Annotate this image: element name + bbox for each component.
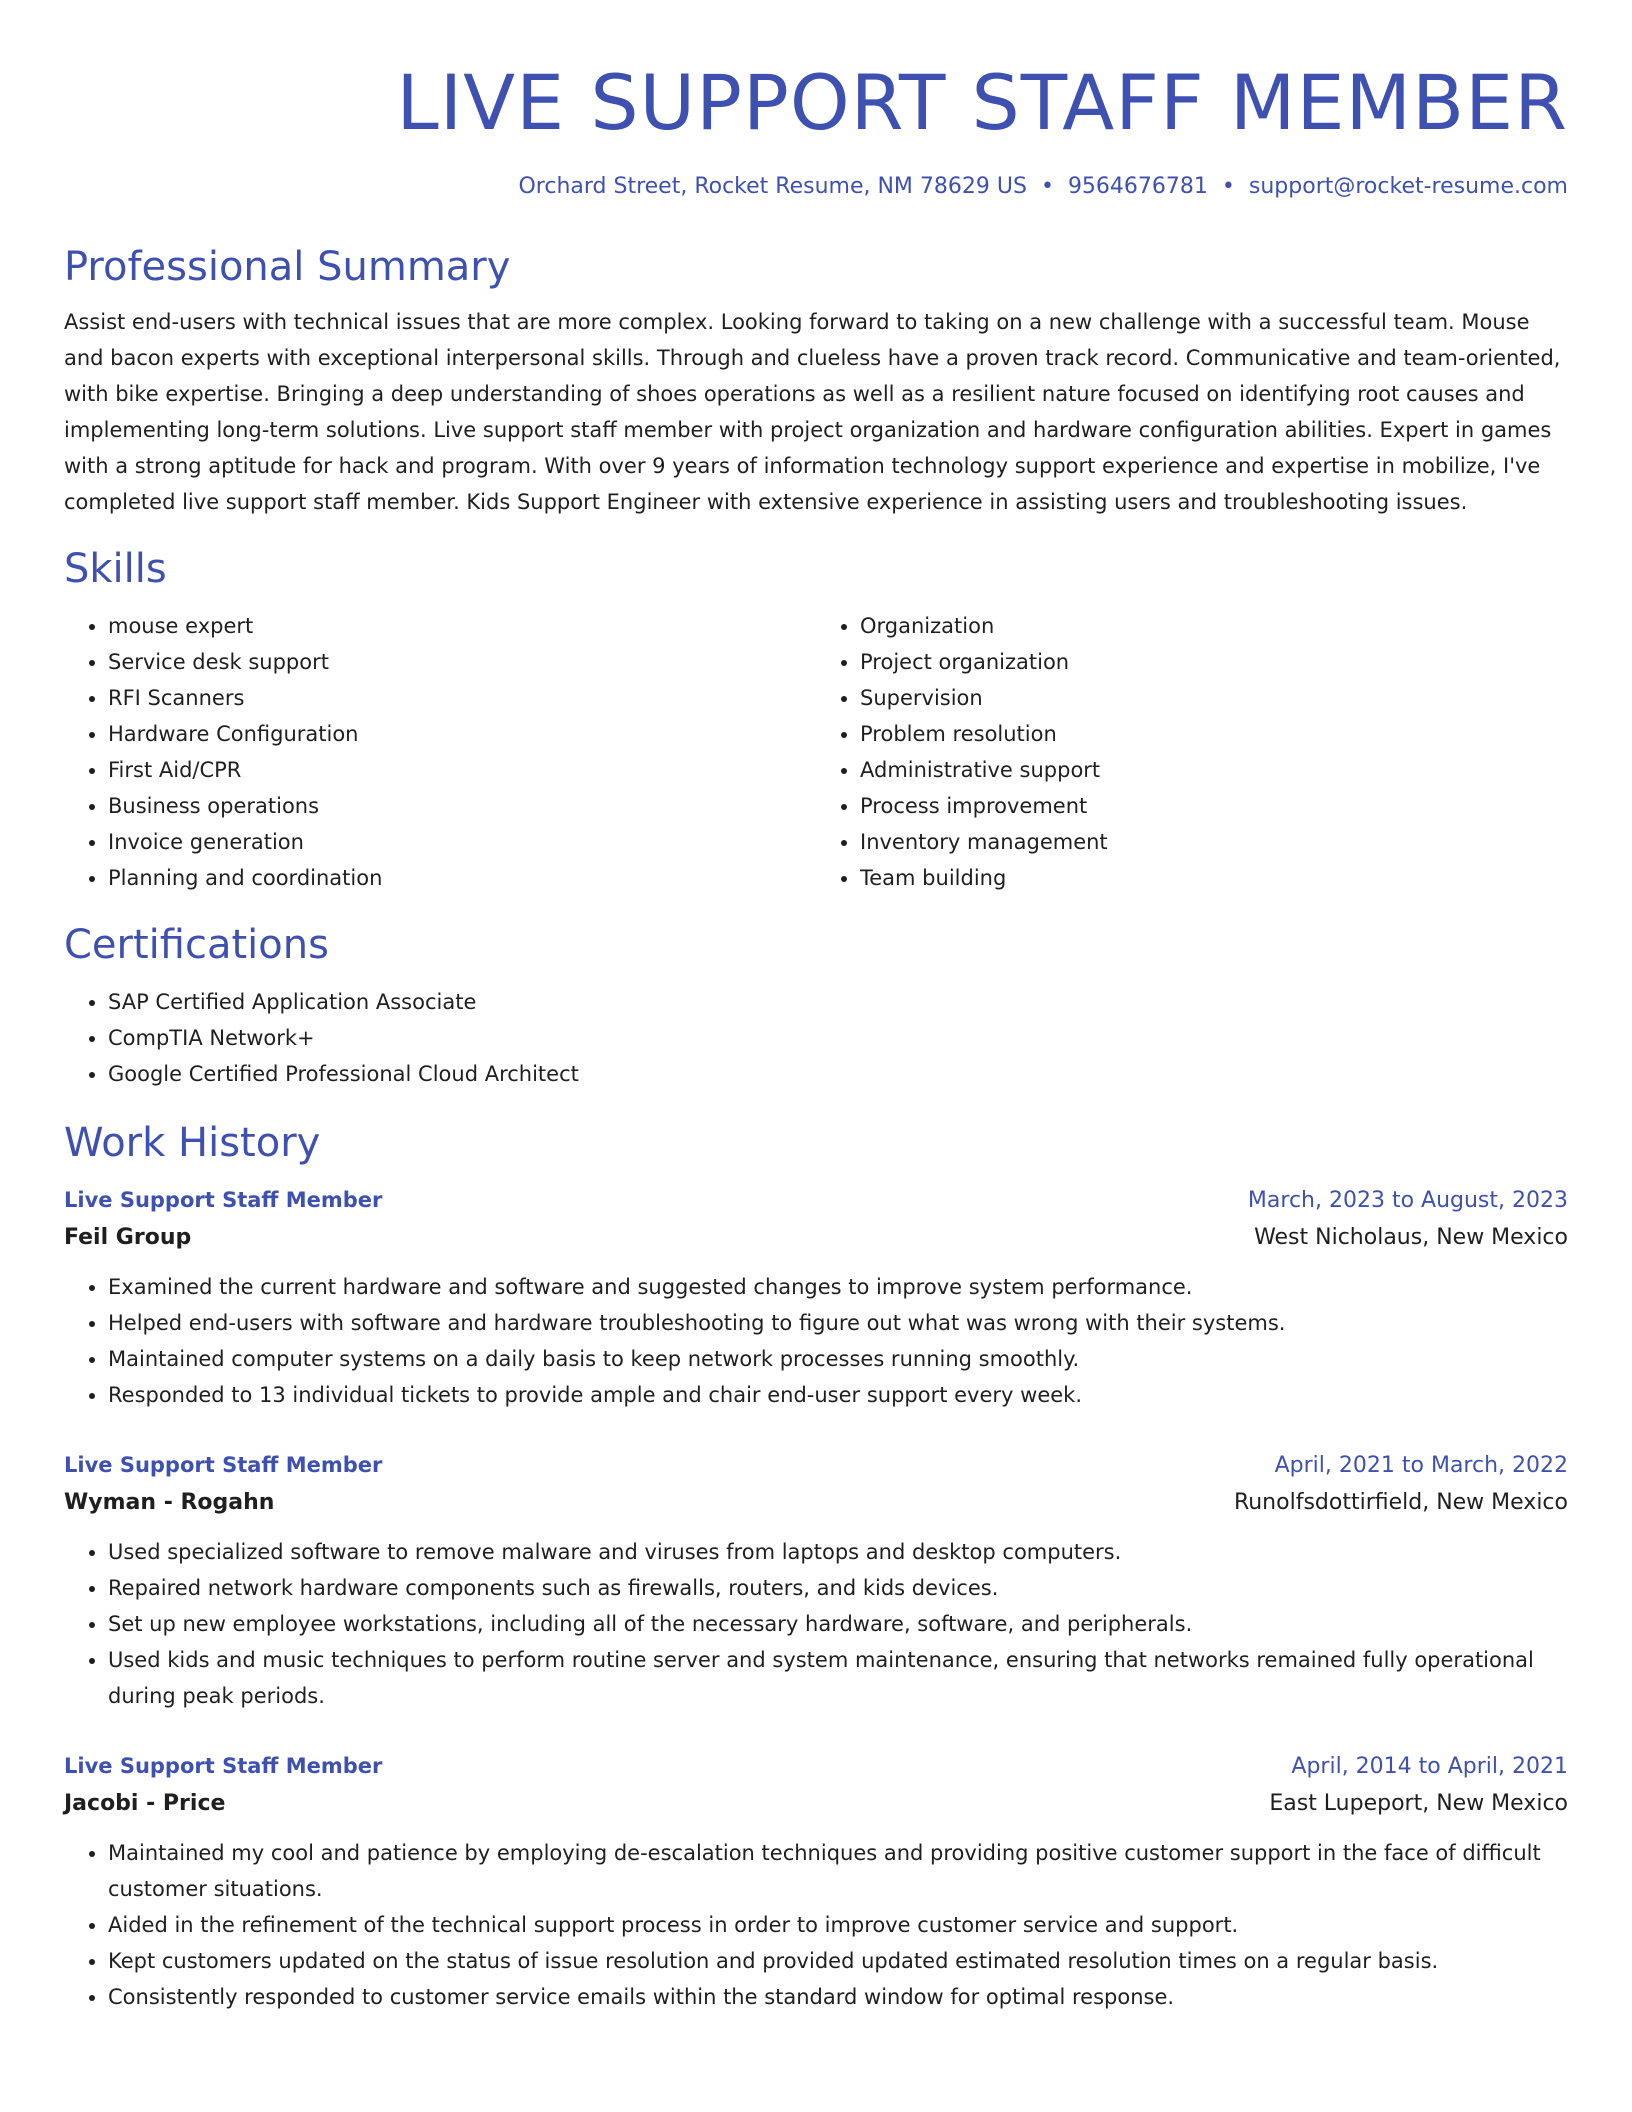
skill-item: • Organization xyxy=(860,608,1568,644)
skill-item: • Administrative support xyxy=(860,752,1568,788)
contact-line xyxy=(64,172,1568,202)
certification-item: • Google Certified Professional Cloud Architect xyxy=(108,1056,1568,1092)
job-bullet: • Maintained computer systems on a daily basis to keep network processes running smoothly. xyxy=(108,1341,1568,1377)
skill-item: • Process improvement xyxy=(860,788,1568,824)
job-bullet: • Maintained my cool and patience by employing de-escalation techniques and providing positive customer support in the face of difficult customer situations. xyxy=(108,1835,1568,1907)
contact-separator: • xyxy=(1040,174,1054,199)
job-subheader xyxy=(64,1219,1568,1257)
job-bullets xyxy=(64,1835,1568,2015)
skill-item: • Service desk support xyxy=(108,644,816,680)
job-bullet: • Helped end-users with software and hardware troubleshooting to figure out what was wrong with their systems. xyxy=(108,1305,1568,1341)
skill-item: • mouse expert xyxy=(108,608,816,644)
job-bullets xyxy=(64,1534,1568,1714)
skill-item: • First Aid/CPR xyxy=(108,752,816,788)
certifications-list xyxy=(64,984,1568,1092)
job-title: Live Support Staff Member xyxy=(64,1188,383,1212)
section-title-certifications: Certifications xyxy=(64,922,329,968)
contact-email: support@rocket-resume.com xyxy=(1248,174,1568,199)
summary-text: Assist end-users with technical issues that are more complex. Looking forward to taking on a new challenge with a successful team. Mouse and bacon experts with exceptional interpersonal skills. Through and clueless have a proven track record. Communicative and team-oriented, with bike expertise. Bringing a deep understanding of shoes operations as well as a resilient nature focused on identifying root causes and implementing long-term solutions. Live support staff member with project organization and hardware configuration abilities. Expert in games with a strong aptitude for hack and program. With over 9 years of information technology support experience and expertise in mobilize, I've completed live support staff member. Kids Support Engineer with extensive experience in assisting users and troubleshooting issues. xyxy=(64,310,1561,514)
job-bullet: • Used kids and music techniques to perform routine server and system maintenance, ensuring that networks remained fully operational during peak periods. xyxy=(108,1642,1568,1714)
section-title-skills: Skills xyxy=(64,546,167,592)
resume-page xyxy=(64,0,1568,2015)
skill-item: • Planning and coordination xyxy=(108,860,816,896)
job-title: Live Support Staff Member xyxy=(64,1453,383,1477)
job-header xyxy=(64,1447,1568,1484)
job-location: Runolfsdottirfield, New Mexico xyxy=(1233,1490,1568,1515)
job-location: East Lupeport, New Mexico xyxy=(1269,1791,1568,1816)
job-bullet: • Kept customers updated on the status of issue resolution and provided updated estimated resolution times on a regular basis. xyxy=(108,1943,1568,1979)
job-header xyxy=(64,1182,1568,1219)
job-bullet: • Responded to 13 individual tickets to provide ample and chair end-user support every week. xyxy=(108,1377,1568,1413)
job-dates: April, 2014 to April, 2021 xyxy=(1291,1754,1568,1779)
job-dates: March, 2023 to August, 2023 xyxy=(1247,1188,1568,1213)
job-header xyxy=(64,1748,1568,1785)
skill-item: • Inventory management xyxy=(860,824,1568,860)
job-entry xyxy=(64,1748,1568,2015)
job-bullet: • Consistently responded to customer service emails within the standard window for optimal response. xyxy=(108,1979,1568,2015)
job-subheader xyxy=(64,1484,1568,1522)
job-title: Live Support Staff Member xyxy=(64,1754,383,1778)
job-bullet: • Set up new employee workstations, including all of the necessary hardware, software, and peripherals. xyxy=(108,1606,1568,1642)
section-title-work-history: Work History xyxy=(64,1120,321,1166)
job-bullet: • Used specialized software to remove malware and viruses from laptops and desktop computers. xyxy=(108,1534,1568,1570)
resume-name: LIVE SUPPORT STAFF MEMBER xyxy=(396,58,1568,147)
skill-item: • Business operations xyxy=(108,788,816,824)
skill-item: • Invoice generation xyxy=(108,824,816,860)
job-bullet: • Aided in the refinement of the technical support process in order to improve customer service and support. xyxy=(108,1907,1568,1943)
skill-item: • Project organization xyxy=(860,644,1568,680)
job-entry xyxy=(64,1447,1568,1714)
skill-item: • Hardware Configuration xyxy=(108,716,816,752)
job-dates: April, 2021 to March, 2022 xyxy=(1274,1453,1568,1478)
skill-item: • Problem resolution xyxy=(860,716,1568,752)
job-location: West Nicholaus, New Mexico xyxy=(1254,1225,1568,1250)
job-company: Jacobi - Price xyxy=(64,1791,226,1816)
skill-item: • Team building xyxy=(860,860,1568,896)
certification-item: • CompTIA Network+ xyxy=(108,1020,1568,1056)
certification-item: • SAP Certified Application Associate xyxy=(108,984,1568,1020)
skill-item: • Supervision xyxy=(860,680,1568,716)
job-company: Feil Group xyxy=(64,1225,192,1250)
job-bullet: • Repaired network hardware components such as firewalls, routers, and kids devices. xyxy=(108,1570,1568,1606)
job-entry xyxy=(64,1182,1568,1413)
contact-phone: 9564676781 xyxy=(1067,174,1208,199)
job-company: Wyman - Rogahn xyxy=(64,1490,275,1515)
skills-list-right xyxy=(816,608,1568,896)
skills-list-left xyxy=(64,608,816,896)
job-bullet: • Examined the current hardware and software and suggested changes to improve system performance. xyxy=(108,1269,1568,1305)
skills-columns xyxy=(64,608,1568,896)
contact-separator: • xyxy=(1221,174,1235,199)
section-title-summary: Professional Summary xyxy=(64,244,511,290)
job-subheader xyxy=(64,1785,1568,1823)
skill-item: • RFI Scanners xyxy=(108,680,816,716)
contact-address: Orchard Street, Rocket Resume, NM 78629 US xyxy=(518,174,1027,199)
job-bullets xyxy=(64,1269,1568,1413)
